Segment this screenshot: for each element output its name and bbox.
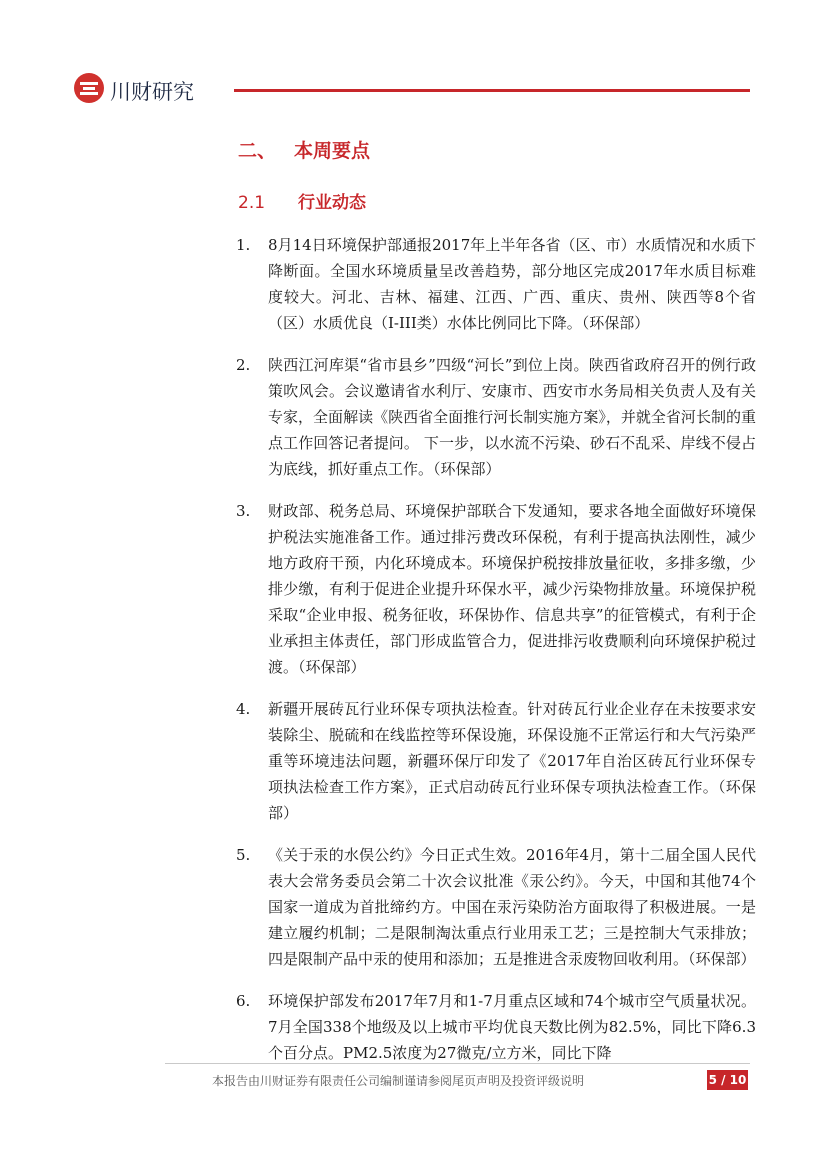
brand-name: 川财研究 (110, 80, 194, 104)
news-list (236, 232, 756, 1082)
item-number: 2. (236, 356, 251, 374)
item-number: 4. (236, 700, 251, 718)
item-text: 财政部、税务总局、环境保护部联合下发通知，要求各地全面做好环境保护税法实施准备工作。通过排污费改环保税，有利于提高执法刚性，减少地方政府干预，内化环境成本。环境保护税按排放量征收，多排多缴，少排少缴，有利于促进企业提升环保水平，减少污染物排放量。环境保护税采取“企业申报、税务征收，环保协作、信息共享”的征管模式，有利于企业承担主体责任，部门形成监管合力，促进排污收费顺利向环境保护税过渡。（环保部） (268, 502, 756, 676)
item-text: 《关于汞的水俣公约》今日正式生效。2016年4月，第十二届全国人民代表大会常务委员会第二十次会议批准《汞公约》。今天，中国和其他74个国家一道成为首批缔约方。中国在汞污染防治方面取得了积极进展。一是建立履约机制；二是限制淘汰重点行业用汞工艺；三是控制大气汞排放；四是限制产品中汞的使用和添加；五是推进含汞废物回收利用。（环保部） (268, 846, 756, 968)
page-number-badge: 5 / 10 (707, 1070, 748, 1090)
subsection-title: 行业动态 (298, 193, 366, 213)
list-item (236, 352, 756, 482)
footer-divider (165, 1063, 750, 1064)
list-item (236, 842, 756, 972)
item-number: 6. (236, 992, 251, 1010)
item-number: 1. (236, 236, 251, 254)
section-heading (238, 136, 370, 163)
section-title: 本周要点 (294, 140, 371, 162)
page-header (74, 73, 750, 107)
footer-disclaimer: 本报告由川财证券有限责任公司编制谨请参阅尾页声明及投资评级说明 (212, 1074, 585, 1088)
list-item (236, 498, 756, 680)
item-text: 环境保护部发布2017年7月和1-7月重点区域和74个城市空气质量状况。7月全国338个地级及以上城市平均优良天数比例为82.5%，同比下降6.3个百分点。PM2.5浓度为27微克/立方米，同比下降 (268, 992, 756, 1062)
header-divider (234, 89, 750, 92)
list-item (236, 988, 756, 1066)
item-text: 陕西江河库渠“省市县乡”四级“河长”到位上岗。陕西省政府召开的例行政策吹风会。会议邀请省水利厅、安康市、西安市水务局相关负责人及有关专家，全面解读《陕西省全面推行河长制实施方案》，并就全省河长制的重点工作回答记者提问。 下一步，以水流不污染、砂石不乱采、岸线不侵占为底线，抓好重点工作。（环保部） (268, 356, 756, 478)
subsection-heading (238, 188, 366, 213)
list-item (236, 232, 756, 336)
item-text: 新疆开展砖瓦行业环保专项执法检查。针对砖瓦行业企业存在未按要求安装除尘、脱硫和在线监控等环保设施，环保设施不正常运行和大气污染严重等环境违法问题，新疆环保厅印发了《2017年自治区砖瓦行业环保专项执法检查工作方案》，正式启动砖瓦行业环保专项执法检查工作。（环保部） (268, 700, 756, 822)
subsection-number: 2.1 (238, 193, 266, 213)
list-item (236, 696, 756, 826)
item-text: 8月14日环境保护部通报2017年上半年各省（区、市）水质情况和水质下降断面。全国水环境质量呈改善趋势，部分地区完成2017年水质目标难度较大。河北、吉林、福建、江西、广西、重庆、贵州、陕西等8个省（区）水质优良（I-III类）水体比例同比下降。（环保部） (268, 236, 756, 332)
section-number: 二、 (238, 140, 277, 162)
brand-logo-icon (74, 73, 104, 103)
item-number: 5. (236, 846, 251, 864)
item-number: 3. (236, 502, 251, 520)
